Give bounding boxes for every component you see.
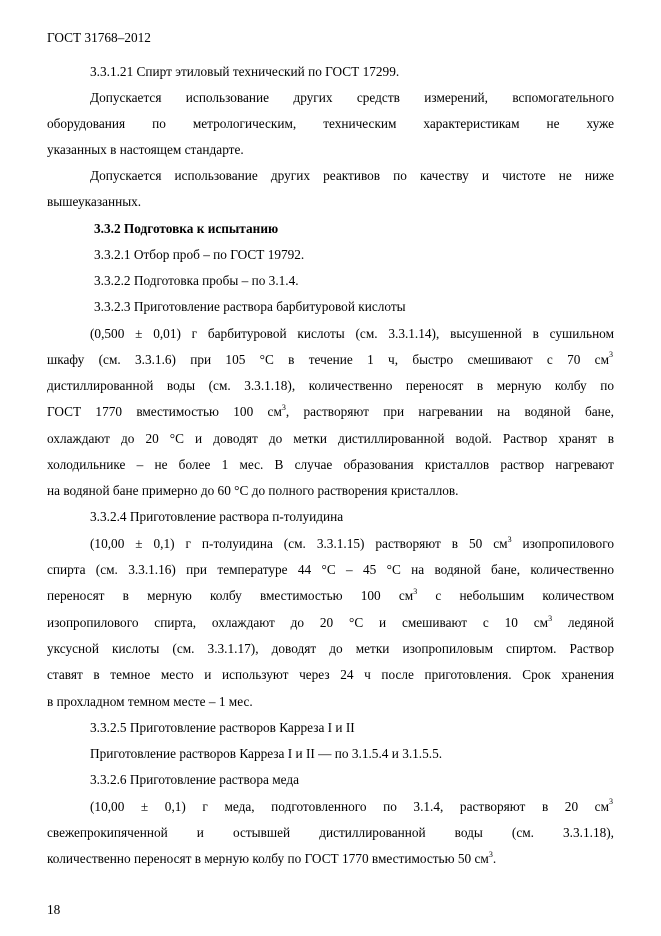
page-number: 18 xyxy=(47,902,61,917)
paragraph-line: количественно переносят в мерную колбу по ГОСТ 1770 вместимостью 50 $см^3$. xyxy=(47,850,497,866)
paragraph-line: дистиллированной воды (см. 3.3.1.18), количественно переносят в мерную колбу по xyxy=(47,378,614,393)
paragraph-line: (0,500 ± 0,01) г барбитуровой кислоты (см. 3.3.1.14), высушенной в сушильном xyxy=(90,326,614,341)
paragraph-line: ставят в темное место и используют через 24 ч после приготовления. Срок хранения xyxy=(47,667,614,682)
subsection-title: 3.3.2.4 Приготовление раствора п-толуидина xyxy=(90,509,344,524)
paragraph-line: ГОСТ 1770 вместимостью 100 $см^3$, растворяют при нагревании на водяной бане, xyxy=(47,403,614,419)
paragraph-line: вышеуказанных. xyxy=(47,194,142,209)
paragraph-line: холодильнике – не более 1 мес. В случае образования кристаллов раствор нагревают xyxy=(47,457,614,472)
paragraph-line: оборудования по метрологическим, техническим характеристикам не хуже xyxy=(47,116,614,131)
paragraph-line: указанных в настоящем стандарте. xyxy=(47,142,244,157)
paragraph-line: Приготовление растворов Карреза I и II — по 3.1.5.4 и 3.1.5.5. xyxy=(90,746,443,761)
paragraph-line: на водяной бане примерно до 60 °С до полного растворения кристаллов. xyxy=(47,483,459,498)
paragraph-line: переносят в мерную колбу вместимостью 100 $см^3$ с небольшим количеством xyxy=(47,587,614,603)
paragraph-line: шкафу (см. 3.3.1.6) при 105 °С в течение 1 ч, быстро смешивают с 70 см xyxy=(47,352,609,367)
subsection-title: 3.3.2.3 Приготовление раствора барбитуровой кислоты xyxy=(94,299,406,314)
paragraph-line: (10,00 ± 0,1) г меда, подготовленного по 3.1.4, растворяют в 20 см xyxy=(90,799,609,814)
paragraph-line: изопропилового спирта, охлаждают до 20 °С и смешивают с 10 $см^3$ ледяной xyxy=(47,614,615,630)
section-heading: 3.3.2 Подготовка к испытанию xyxy=(94,221,279,236)
subsection-title: 3.3.2.2 Подготовка пробы – по 3.1.4. xyxy=(94,273,299,288)
paragraph-line: Допускается использование других реактивов по качеству и чистоте не ниже xyxy=(90,168,614,183)
superscript: 3 xyxy=(609,797,613,806)
paragraph-line: в прохладном темном месте – 1 мес. xyxy=(47,694,253,709)
paragraph-line: свежепрокипяченной и остывшей дистиллированной воды (см. 3.3.1.18), xyxy=(47,825,614,840)
subsection-title: 3.3.2.1 Отбор проб – по ГОСТ 19792. xyxy=(94,247,305,262)
paragraph-line: охлаждают до 20 °С и доводят до метки дистиллированной водой. Раствор хранят в xyxy=(47,431,614,446)
superscript: 3 xyxy=(609,350,613,359)
subsection-title: 3.3.2.5 Приготовление растворов Карреза I и II xyxy=(90,720,355,735)
document-header: ГОСТ 31768–2012 xyxy=(47,30,151,45)
paragraph-line: уксусной кислоты (см. 3.3.1.17), доводят до метки изопропиловым спиртом. Раствор xyxy=(47,641,614,656)
paragraph-line: (10,00 ± 0,1) г п-толуидина (см. 3.3.1.15) растворяют в 50 $см^3$ изопропилового xyxy=(90,535,614,551)
paragraph-line: спирта (см. 3.3.1.16) при температуре 44 °С – 45 °С на водяной бане, количественно xyxy=(47,562,614,577)
paragraph-line: Допускается использование других средств измерений, вспомогательного xyxy=(90,90,614,105)
paragraph-line: 3.3.1.21 Спирт этиловый технический по ГОСТ 17299. xyxy=(90,64,400,79)
subsection-title: 3.3.2.6 Приготовление раствора меда xyxy=(90,772,300,787)
